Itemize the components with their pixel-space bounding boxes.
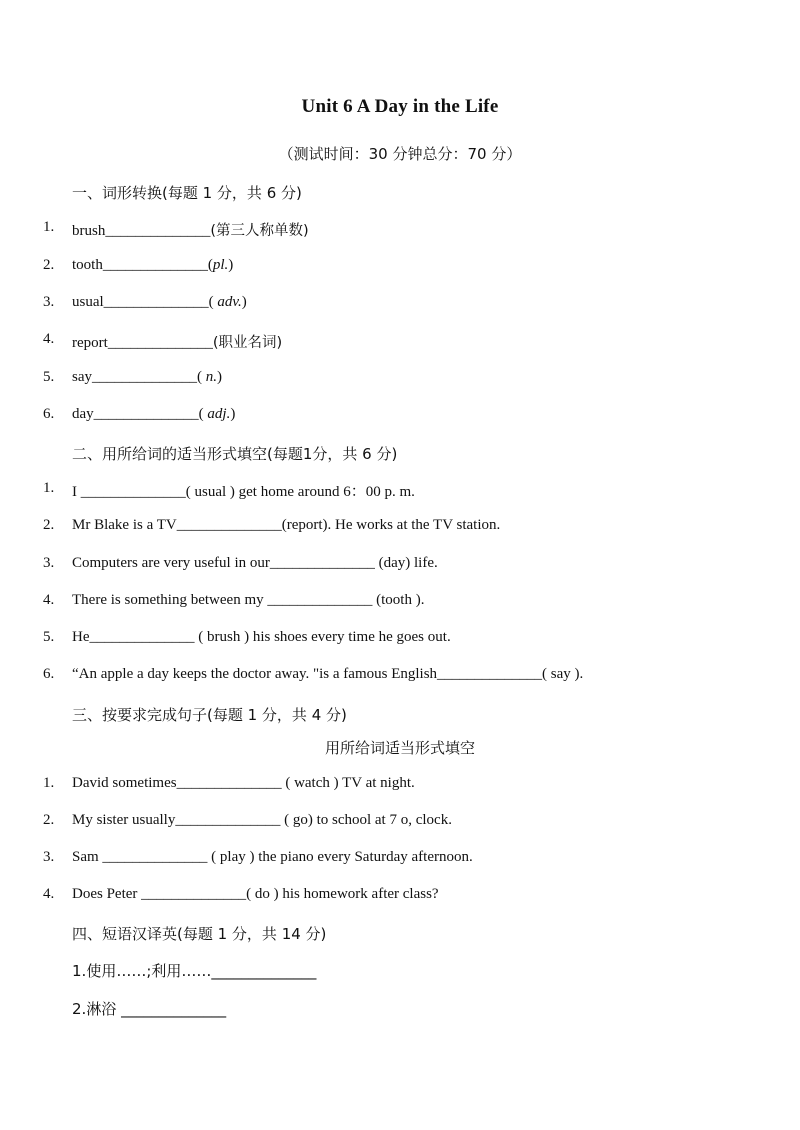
question-number: 3. [43, 294, 55, 310]
question-text: My sister usually______________ ( go) to school at 7 o, clock. [72, 812, 452, 828]
question-number: 4. [43, 886, 55, 902]
question-hint: pl. [212, 257, 229, 273]
question-row [72, 960, 316, 981]
question-number: 1. [43, 775, 55, 791]
question-text: report______________ [72, 335, 213, 351]
question-text: 使用……;利用……______________ [86, 962, 317, 980]
question-hint: adv. [217, 294, 242, 310]
page-title: Unit 6 A Day in the Life [301, 96, 499, 117]
question-number: 6. [43, 406, 55, 422]
question-text: “An apple a day keeps the doctor away. "is a famous English______________( say ). [72, 666, 584, 682]
question-hint: n. [205, 369, 217, 385]
question-text: day______________( [72, 406, 208, 422]
section-heading-2: 二、用所给词的适当形式填空(每题1分，共 6 分) [72, 445, 398, 463]
question-text: Does Peter ______________( do ) his homework after class? [72, 886, 439, 902]
question-row [72, 998, 226, 1019]
question-hint: (职业名词) [212, 335, 283, 351]
question-number: 2. [72, 1000, 87, 1018]
question-number: 2. [43, 812, 55, 828]
question-close: ) [230, 406, 236, 422]
question-close: ) [228, 257, 234, 273]
question-text: He______________ ( brush ) his shoes every time he goes out. [72, 629, 451, 645]
question-text: I ______________( usual ) get home around 6：00 p. m. [72, 484, 415, 500]
page-subtitle: （测试时间：30 分钟总分：70 分） [278, 145, 522, 163]
question-number: 3. [43, 849, 55, 865]
question-number: 4. [43, 592, 55, 608]
question-number: 2. [43, 257, 55, 273]
question-number: 4. [43, 331, 55, 347]
question-text: There is something between my ______________ (tooth ). [72, 592, 425, 608]
question-close: ) [217, 369, 222, 385]
question-number: 6. [43, 666, 55, 682]
question-text: David sometimes______________ ( watch ) TV at night. [72, 775, 415, 791]
question-number: 5. [43, 629, 55, 645]
question-number: 1. [43, 480, 55, 496]
question-number: 5. [43, 369, 55, 385]
section-heading-4: 四、短语汉译英(每题 1 分，共 14 分) [72, 925, 327, 943]
question-number: 2. [43, 517, 55, 533]
question-text: 淋浴 ______________ [86, 1000, 227, 1018]
question-text: brush______________ [72, 223, 211, 239]
question-hint: (第三人称单数) [210, 223, 309, 239]
question-text: usual______________( [72, 294, 218, 310]
question-text: Sam ______________ ( play ) the piano every Saturday afternoon. [72, 849, 473, 865]
section-note: 用所给词适当形式填空 [324, 739, 475, 757]
question-number: 3. [43, 555, 55, 571]
question-text: Mr Blake is a TV______________(report). He works at the TV station. [72, 517, 501, 533]
section-heading-3: 三、按要求完成句子(每题 1 分，共 4 分) [72, 706, 347, 724]
question-number: 1. [72, 962, 87, 980]
question-close: ) [241, 294, 247, 310]
question-number: 1. [43, 219, 55, 235]
question-text: say______________( [72, 369, 206, 385]
question-text: Computers are very useful in our______________ (day) life. [72, 555, 438, 571]
question-hint: adj. [207, 406, 231, 422]
question-text: tooth______________( [72, 257, 213, 273]
section-heading-1: 一、词形转换(每题 1 分，共 6 分) [72, 184, 302, 202]
